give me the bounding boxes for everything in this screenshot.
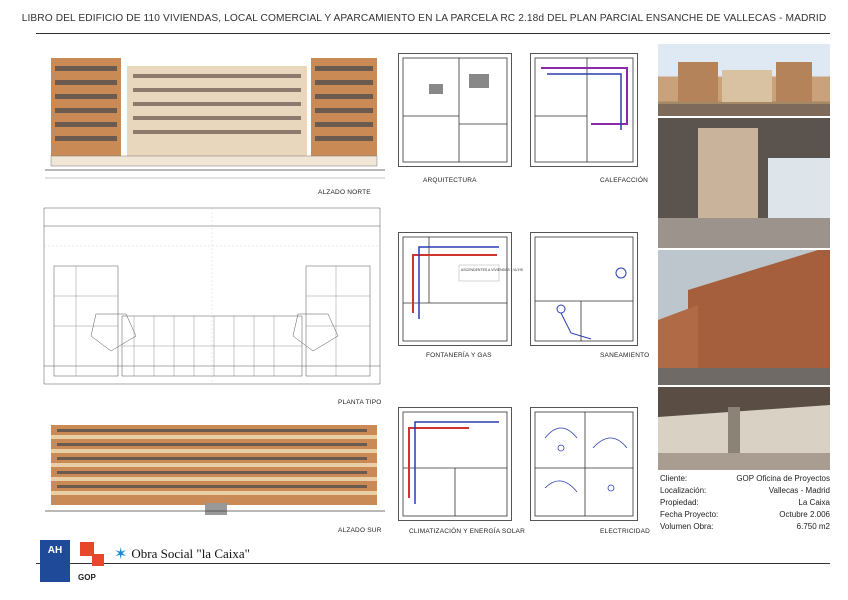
photo-porch-svg — [658, 387, 830, 470]
info-row-propiedad — [660, 498, 830, 510]
plan-saneamiento — [530, 232, 638, 346]
gop-logo-mark — [78, 540, 106, 570]
plan-fontaneria — [398, 232, 523, 346]
photo-building-facade — [658, 250, 830, 385]
plan-note-text: ASCENDENTES A VIVIENDAS 1ºA/1ºB — [461, 268, 523, 272]
plan-climatizacion — [398, 407, 512, 521]
label-planta-tipo: PLANTA TIPO — [338, 399, 382, 406]
label-alzado-sur: ALZADO SUR — [338, 527, 382, 534]
photo-interior-stairs-svg — [658, 118, 830, 248]
label-calefaccion: CALEFACCIÓN — [600, 177, 649, 184]
plan-arquitectura — [398, 53, 512, 167]
header-rule — [36, 33, 830, 34]
floor-plan-svg — [36, 196, 388, 396]
info-value: La Caixa — [798, 498, 830, 507]
plan-calefaccion — [530, 53, 638, 167]
plan-fontaneria-svg — [399, 233, 523, 345]
label-saneamiento: SANEAMIENTO — [600, 352, 650, 359]
north-elevation-drawing — [45, 52, 385, 184]
plan-electricidad-svg — [531, 408, 637, 520]
info-value: Octubre 2.006 — [779, 510, 830, 519]
label-alzado-norte: ALZADO NORTE — [318, 189, 371, 196]
info-row-fecha — [660, 510, 830, 522]
plan-climatizacion-svg — [399, 408, 511, 520]
plan-arquitectura-svg — [399, 54, 511, 166]
photo-interior-stairs — [658, 118, 830, 248]
info-key: Localización: — [660, 486, 707, 495]
sheet-title: LIBRO DEL EDIFICIO DE 110 VIVIENDAS, LOCAL COMERCIAL Y APARCAMIENTO EN LA PARCELA RC 2.18d DEL PLAN PARCIAL ENSANCHE DE VALLECAS - MADRID — [21, 13, 827, 24]
label-fontaneria: FONTANERÍA Y GAS — [426, 352, 492, 359]
gop-logo — [78, 540, 106, 580]
south-elevation-svg — [45, 413, 385, 521]
info-key: Volumen Obra: — [660, 522, 714, 531]
label-electricidad: ELECTRICIDAD — [600, 528, 651, 535]
info-key: Propiedad: — [660, 498, 699, 507]
star-icon: ✶ — [114, 546, 128, 563]
info-value: 6.750 m2 — [796, 522, 830, 531]
photo-building-facade-svg — [658, 250, 830, 385]
info-key: Cliente: — [660, 474, 688, 483]
photo-building-exterior — [658, 44, 830, 116]
info-row-cliente — [660, 474, 830, 486]
typical-floor-plan — [36, 196, 388, 396]
info-value: Vallecas - Madrid — [768, 486, 830, 495]
plan-calefaccion-svg — [531, 54, 637, 166]
project-info — [660, 474, 830, 544]
photo-building-exterior-svg — [658, 44, 830, 116]
info-value: GOP Oficina de Proyectos — [736, 474, 830, 483]
south-elevation-drawing — [45, 413, 385, 521]
north-elevation-svg — [45, 52, 385, 184]
ah-logo — [40, 540, 70, 582]
obra-social-text: Obra Social "la Caixa" — [131, 546, 250, 561]
plan-electricidad — [530, 407, 638, 521]
info-row-localizacion — [660, 486, 830, 498]
ah-logo-text: AH — [47, 545, 63, 556]
label-climatizacion: CLIMATIZACIÓN Y ENERGÍA SOLAR — [409, 528, 525, 535]
plan-saneamiento-svg — [531, 233, 637, 345]
photo-porch — [658, 387, 830, 470]
info-row-volumen — [660, 522, 830, 534]
label-arquitectura: ARQUITECTURA — [423, 177, 477, 184]
info-key: Fecha Proyecto: — [660, 510, 719, 519]
gop-logo-text: GOP — [78, 573, 96, 582]
obra-social-logo — [114, 544, 250, 564]
